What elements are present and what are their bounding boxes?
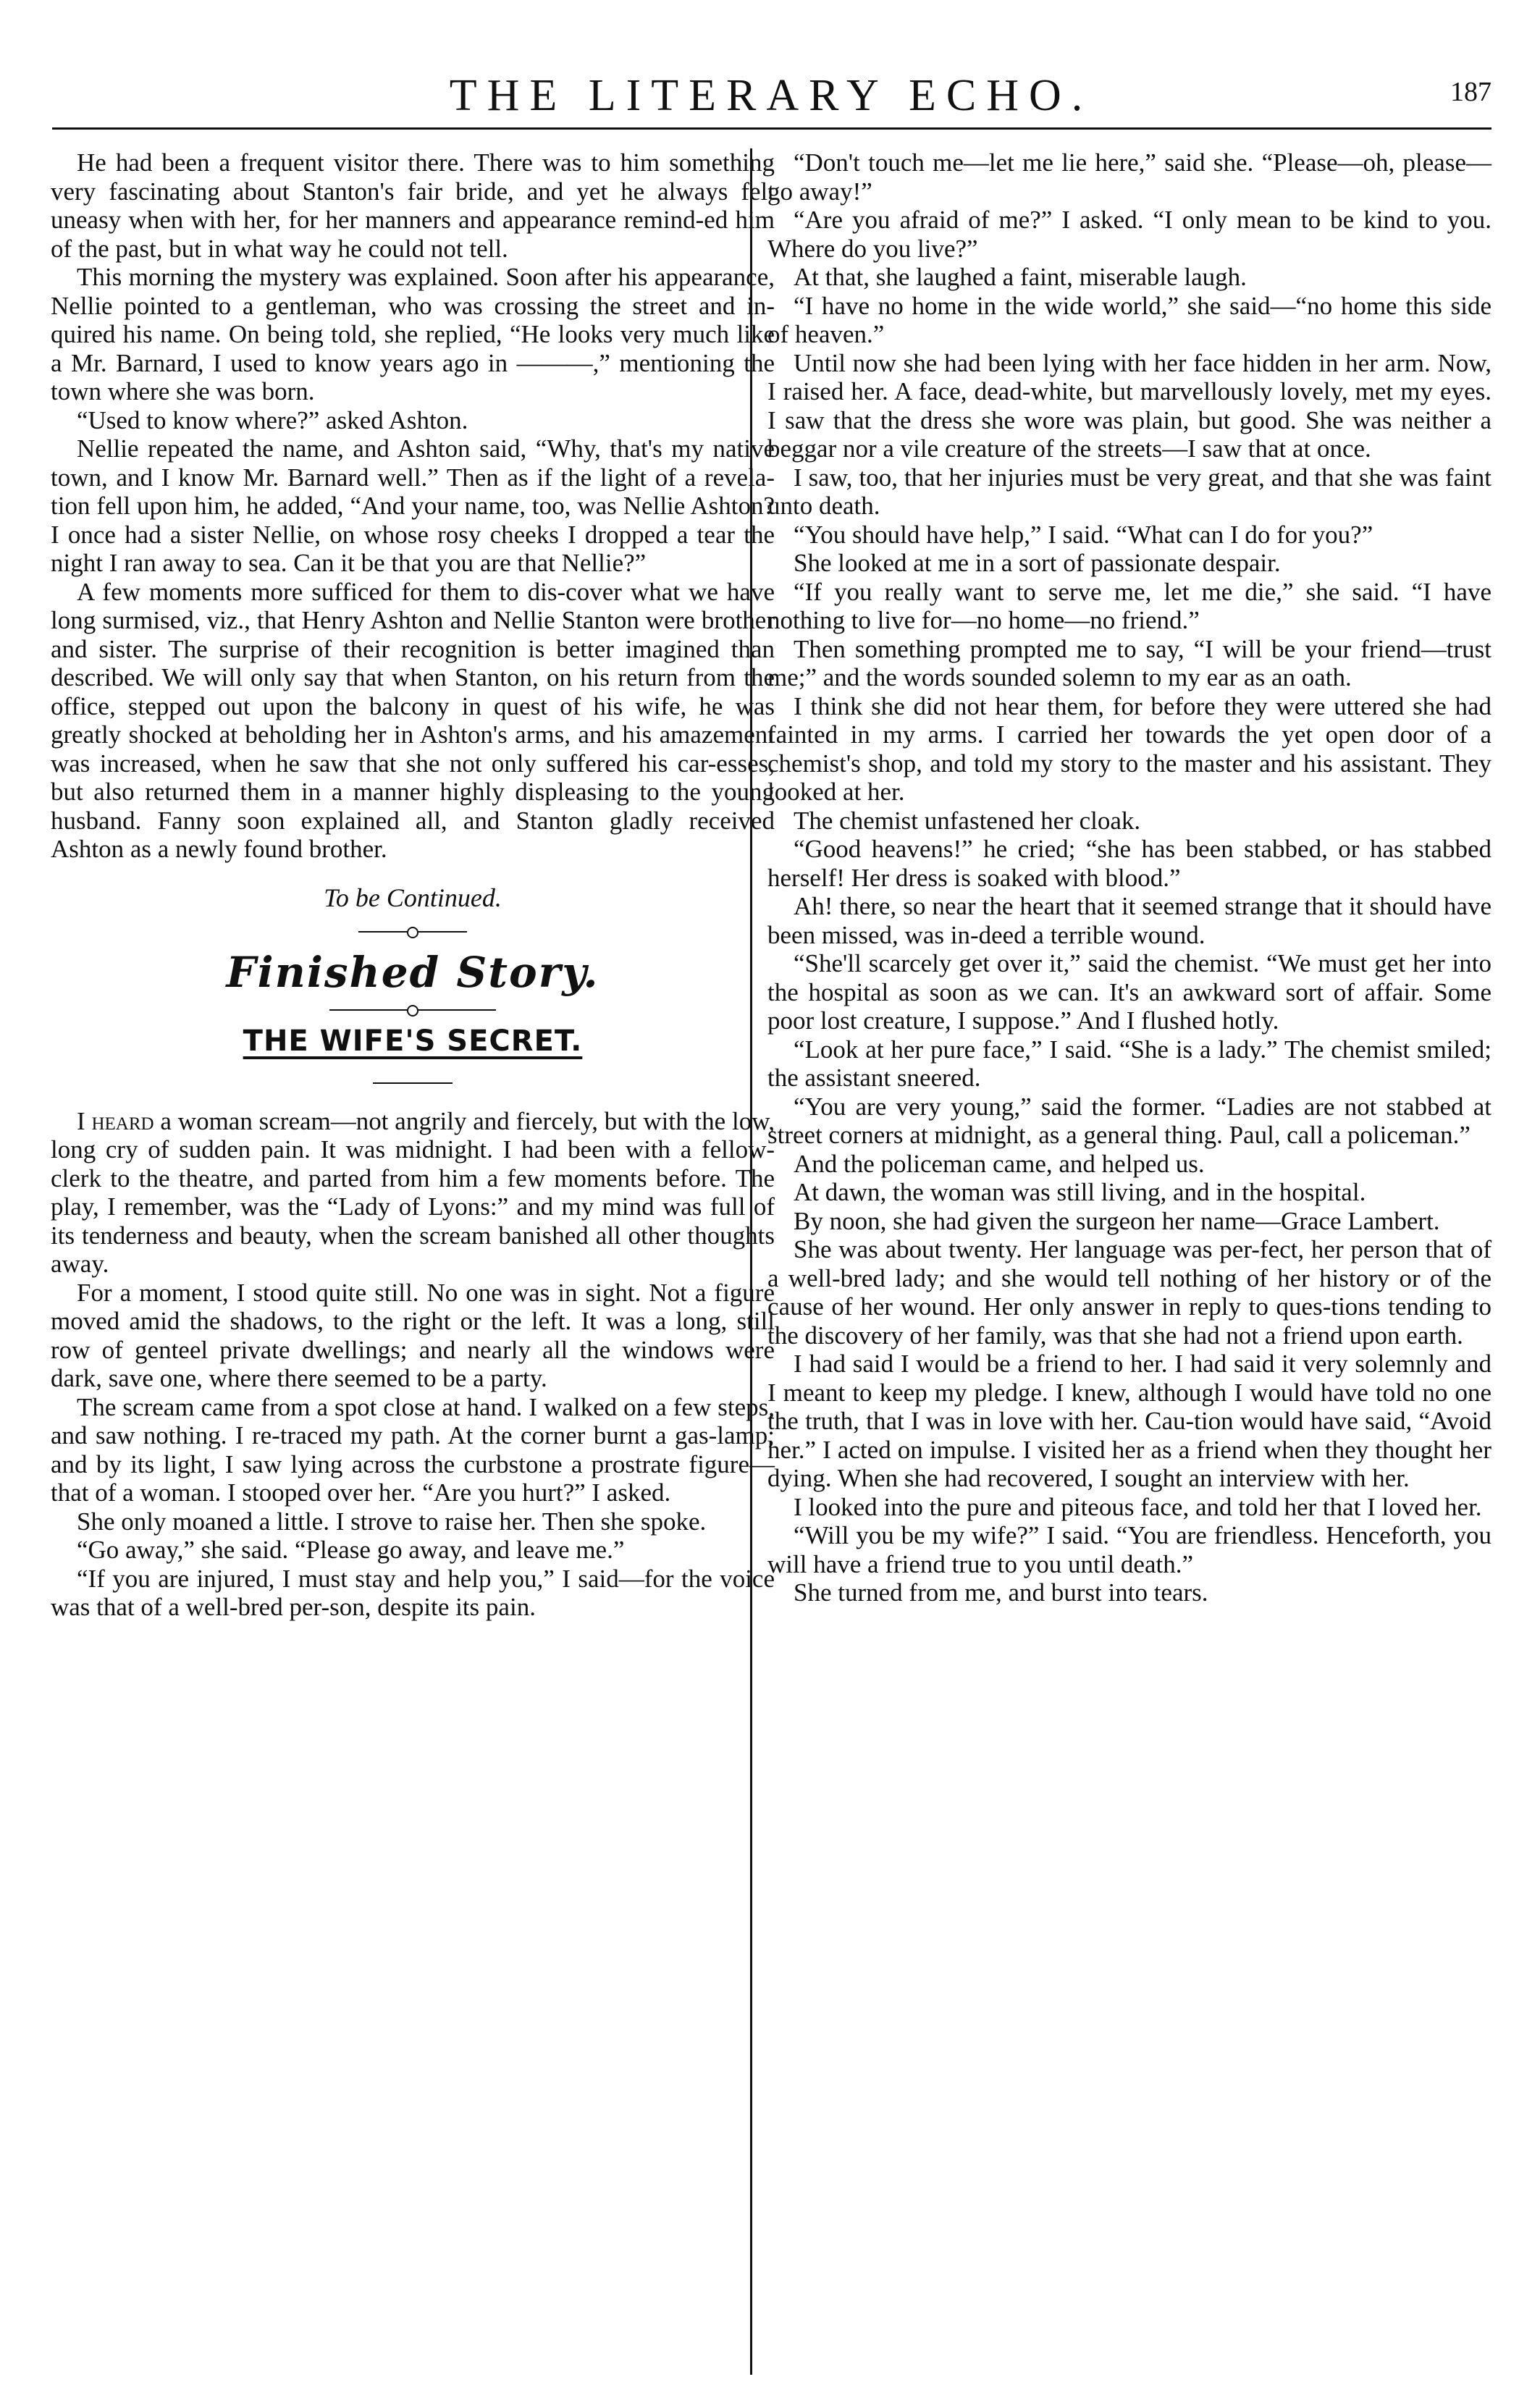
paragraph: “Look at her pure face,” I said. “She is a lady.” The chemist smiled; the assistant sneered. — [767, 1035, 1491, 1092]
paragraph: At that, she laughed a faint, miserable laugh. — [794, 263, 1247, 291]
divider — [373, 1082, 453, 1084]
paragraph: “She'll scarcely get over it,” said the chemist. “We must get her into the hospital as soon as we can. It's an awkward sort of affair. Some poor lost creature, I suppose.” And I flushed hotly. — [767, 949, 1491, 1035]
continued-note: To be Continued. — [324, 883, 502, 912]
paragraph: She was about twenty. Her language was per-fect, her person that of a well-bred lady; and she would tell nothing of her history or of the cause of her wound. Her only answer in reply to ques-tions tending to the discovery of her family, was that she had not a friend upon earth. — [767, 1235, 1491, 1350]
paragraph: Ah! there, so near the heart that it seemed strange that it should have been missed, was in-deed a terrible wound. — [767, 892, 1491, 949]
right-column — [767, 148, 1491, 1607]
paragraph: By noon, she had given the surgeon her name—Grace Lambert. — [794, 1206, 1440, 1235]
story-opening-paragraph — [51, 1107, 775, 1279]
paragraph: Nellie repeated the name, and Ashton said, “Why, that's my native town, and I know Mr. Barnard well.” Then as if the light of a revela-tion fell upon him, he added, “And your name, too, was Nellie Ashton? I once had a sister Nellie, on whose rosy cheeks I dropped a tear the night I ran away to sea. Can it be that you are that Nellie?” — [51, 434, 775, 577]
paragraph: I think she did not hear them, for before they were uttered she had fainted in my arms. I carried her towards the yet open door of a chemist's shop, and told my story to the master and his assistant. They looked at her. — [767, 691, 1491, 806]
paragraph: The scream came from a spot close at hand. I walked on a few steps, and saw nothing. I re-traced my path. At the corner burnt a gas-lamp; and by its light, I saw lying across the curbstone a prostrate figure—that of a woman. I stooped over her. “Are you hurt?” I asked. — [51, 1392, 775, 1507]
paragraph: I saw, too, that her injuries must be very great, and that she was faint unto death. — [767, 463, 1491, 520]
paragraph: She turned from me, and burst into tears. — [794, 1578, 1208, 1607]
paragraph: Until now she had been lying with her face hidden in her arm. Now, I raised her. A face, dead-white, but marvellously lovely, met my eyes. I saw that the dress she wore was plain, but good. She was neither a beggar nor a vile creature of the streets—I saw that at once. — [767, 348, 1491, 463]
paragraph: This morning the mystery was explained. Soon after his appearance, Nellie pointed to a gentleman, who was crossing the street and in-quired his name. On being told, she replied, “He looks very much like a Mr. Barnard, I used to know years ago in ———,” mentioning the town where she was born. — [51, 263, 775, 405]
paragraph: At dawn, the woman was still living, and in the hospital. — [794, 1178, 1366, 1206]
paragraph: “Good heavens!” he cried; “she has been stabbed, or has stabbed herself! Her dress is soaked with blood.” — [767, 835, 1491, 892]
paragraph: “If you really want to serve me, let me die,” she said. “I have nothing to live for—no home—no friend.” — [767, 577, 1491, 634]
paragraph: “If you are injured, I must stay and help you,” I said—for the voice was that of a well-bred per-son, despite its pain. — [51, 1564, 775, 1621]
story-opening-text: a woman scream—not angrily and fiercely, but with the low, long cry of sudden pain. It was midnight. I had been with a fellow-clerk to the theatre, and parted from him a few moments before. The play, I remember, was the “Lady of Lyons:” and my mind was full of its tenderness and beauty, when the scream banished all other thoughts away. — [51, 1106, 775, 1278]
paragraph: I had said I would be a friend to her. I had said it very solemnly and I meant to keep my pledge. I knew, although I would have told no one the truth, that I was in love with her. Cau-tion would have said, “Avoid her.” I acted on impulse. I visited her as a friend when they thought her dying. When she had recovered, I sought an interview with her. — [767, 1350, 1491, 1492]
paragraph: She only moaned a little. I strove to raise her. Then she spoke. — [77, 1507, 707, 1536]
paragraph: I looked into the pure and piteous face, and told her that I loved her. — [794, 1492, 1482, 1521]
paragraph: A few moments more sufficed for them to dis-cover what we have long surmised, viz., that Henry Ashton and Nellie Stanton were brother and sister. The surprise of their recognition is better imagined than described. We will only say that when Stanton, on his return from the office, stepped out upon the balcony in quest of his wife, he was greatly shocked at beholding her in Ashton's arms, and his amazement was increased, when he saw that she not only suffered his car-esses, but also returned them in a manner highly displeasing to the young husband. Fanny soon explained all, and Stanton gladly received Ashton as a newly found brother. — [51, 577, 775, 863]
section-heading: Finished Story. — [226, 947, 599, 997]
paragraph: “Are you afraid of me?” I asked. “I only mean to be kind to you. Where do you live?” — [767, 206, 1491, 263]
story-title: THE WIFE'S SECRET. — [243, 1024, 583, 1058]
paragraph: “Don't touch me—let me lie here,” said she. “Please—oh, please—go away!” — [767, 148, 1491, 206]
paragraph: The chemist unfastened her cloak. — [794, 806, 1141, 835]
paragraph: He had been a frequent visitor there. There was to him something very fascinating about Stanton's fair bride, and yet he always felt uneasy when with her, for her manners and appearance remind-ed him of the past, but in what way he could not tell. — [51, 148, 775, 263]
page-number: 187 — [1450, 77, 1491, 107]
journal-title: THE LITERARY ECHO. — [449, 71, 1093, 120]
paragraph: Then something prompted me to say, “I will be your friend—trust me;” and the words sounded solemn to my ear as an oath. — [767, 634, 1491, 691]
masthead — [51, 67, 1491, 132]
paragraph: “You should have help,” I said. “What can I do for you?” — [794, 520, 1373, 549]
paragraph: “Go away,” she said. “Please go away, and leave me.” — [77, 1536, 625, 1564]
paragraph: She looked at me in a sort of passionate despair. — [794, 549, 1281, 577]
ornamental-rule — [358, 922, 467, 942]
paragraph: For a moment, I stood quite still. No one was in sight. Not a figure moved amid the shadows, to the right or the left. It was a long, still row of genteel private dwellings; and nearly all the windows were dark, save one, where there seemed to be a party. — [51, 1278, 775, 1392]
masthead-rule — [52, 127, 1491, 130]
paragraph: “I have no home in the wide world,” she said—“no home this side of heaven.” — [767, 291, 1491, 348]
paragraph: “Will you be my wife?” I said. “You are friendless. Henceforth, you will have a friend true to you until death.” — [767, 1521, 1491, 1578]
paragraph: And the policeman came, and helped us. — [794, 1149, 1205, 1178]
left-column — [51, 148, 775, 1622]
paragraph: “You are very young,” said the former. “Ladies are not stabbed at street corners at midnight, as a general thing. Paul, call a policeman.” — [767, 1092, 1491, 1149]
ornamental-rule — [329, 1000, 496, 1020]
story-first-word: I heard — [77, 1106, 154, 1135]
paragraph: “Used to know where?” asked Ashton. — [77, 405, 468, 434]
